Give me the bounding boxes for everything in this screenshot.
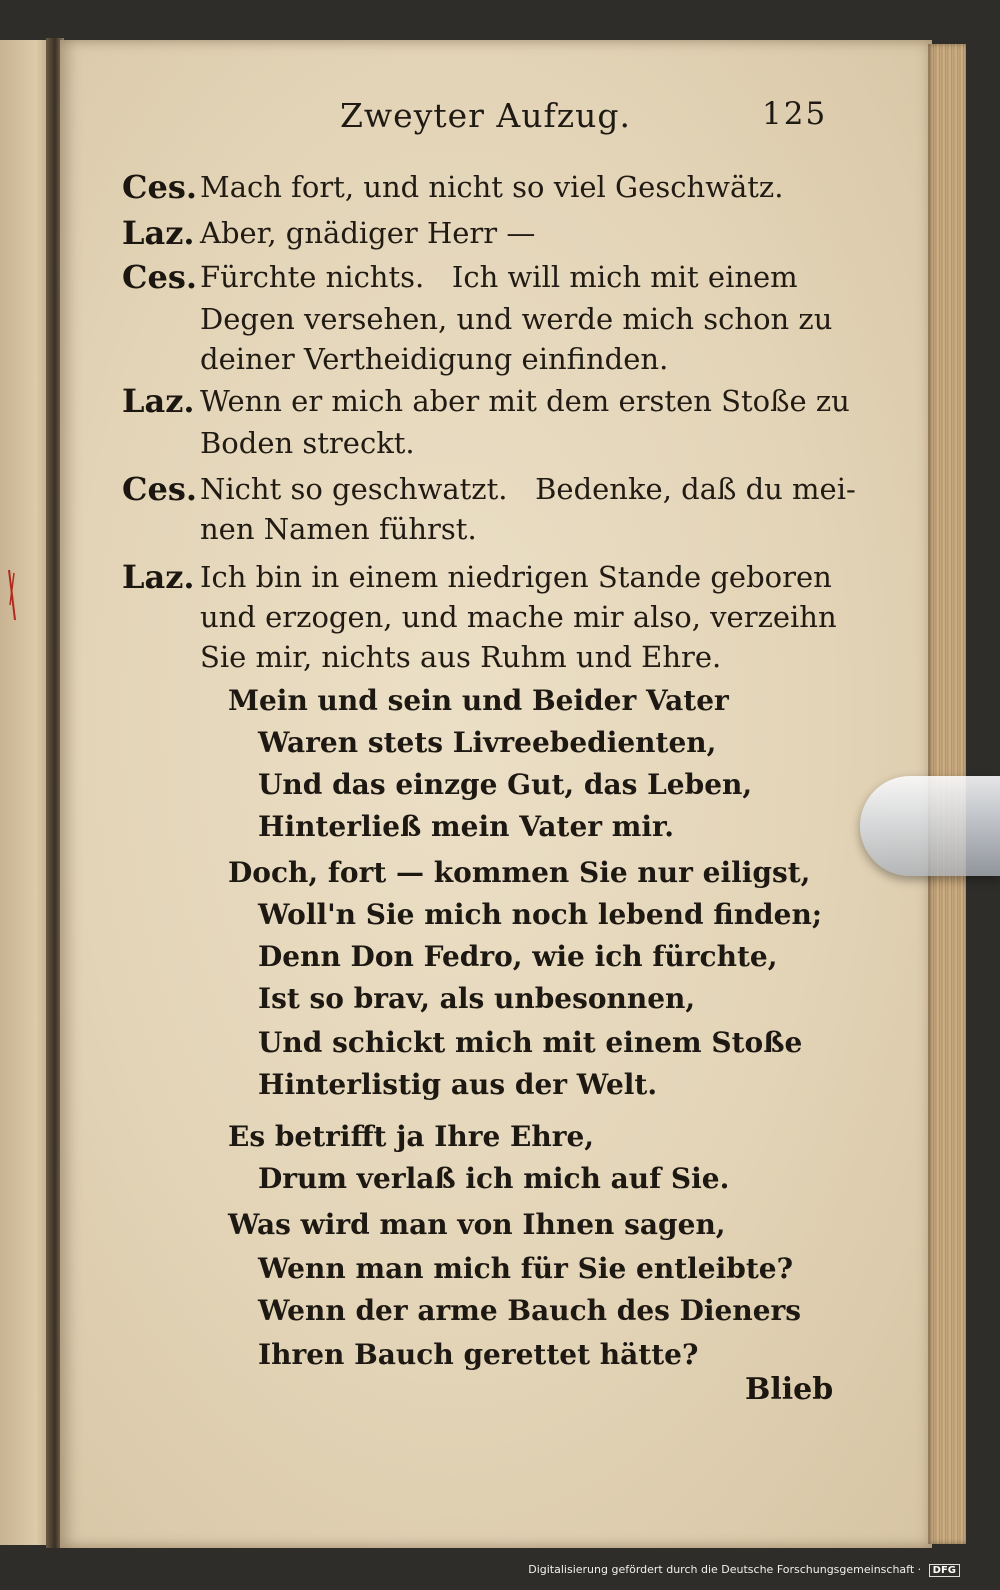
- speaker-label: Ces.: [122, 258, 197, 296]
- speaker-label: Ces.: [122, 168, 197, 206]
- verse-line: Hinterließ mein Vater mir.: [258, 810, 674, 843]
- dialogue-line: Mach fort, und nicht so viel Geschwätz.: [200, 170, 784, 204]
- page-clamp: [860, 776, 1000, 876]
- verse-line: Wenn der arme Bauch des Dieners: [258, 1294, 802, 1327]
- verse-line: Drum verlaß ich mich auf Sie.: [258, 1162, 730, 1195]
- verse-line: Denn Don Fedro, wie ich fürchte,: [258, 940, 778, 973]
- left-page-edge: [0, 40, 52, 1545]
- speaker-label: Laz.: [122, 382, 195, 420]
- digitization-credit: [528, 1563, 960, 1577]
- speaker-label: Laz.: [122, 558, 195, 596]
- dialogue-line: deiner Vertheidigung einfinden.: [200, 342, 669, 376]
- credit-text: Digitalisierung gefördert durch die Deutsche Forschungsgemeinschaft ·: [528, 1563, 922, 1576]
- verse-line: Und schickt mich mit einem Stoße: [258, 1026, 803, 1059]
- speaker-label: Ces.: [122, 470, 197, 508]
- page-number: 125: [762, 96, 828, 132]
- dialogue-line: Fürchte nichts. Ich will mich mit einem: [200, 260, 798, 294]
- verse-line: Doch, fort — kommen Sie nur eiligst,: [228, 856, 811, 889]
- dialogue-line: Boden streckt.: [200, 426, 415, 460]
- verse-line: Waren stets Livreebedienten,: [258, 726, 717, 759]
- verse-line: Ihren Bauch gerettet hätte?: [258, 1338, 699, 1371]
- verse-line: Mein und sein und Beider Vater: [228, 684, 729, 717]
- verse-line: Woll'n Sie mich noch lebend finden;: [258, 898, 823, 931]
- speaker-label: Laz.: [122, 214, 195, 252]
- dialogue-line: Ich bin in einem niedrigen Stande geboren: [200, 560, 832, 594]
- running-header: Zweyter Aufzug.: [340, 96, 631, 135]
- verse-line: Hinterlistig aus der Welt.: [258, 1068, 658, 1101]
- verse-line: Es betrifft ja Ihre Ehre,: [228, 1120, 595, 1153]
- dialogue-line: nen Namen führst.: [200, 512, 477, 546]
- dialogue-line: Degen versehen, und werde mich schon zu: [200, 302, 833, 336]
- verse-line: Wenn man mich für Sie entleibte?: [258, 1252, 793, 1285]
- pen-mark: [6, 565, 20, 625]
- catchword: Blieb: [745, 1372, 834, 1407]
- verse-line: Was wird man von Ihnen sagen,: [228, 1208, 726, 1241]
- verse-line: Und das einzge Gut, das Leben,: [258, 768, 753, 801]
- verse-line: Ist so brav, als unbesonnen,: [258, 982, 696, 1015]
- dialogue-line: Aber, gnädiger Herr —: [200, 216, 536, 250]
- dialogue-line: Sie mir, nichts aus Ruhm und Ehre.: [200, 640, 722, 674]
- dfg-logo: DFG: [929, 1564, 960, 1577]
- dialogue-line: und erzogen, und mache mir also, verzeihn: [200, 600, 837, 634]
- dialogue-line: Wenn er mich aber mit dem ersten Stoße zu: [200, 384, 850, 418]
- dialogue-line: Nicht so geschwatzt. Bedenke, daß du mei-: [200, 472, 856, 506]
